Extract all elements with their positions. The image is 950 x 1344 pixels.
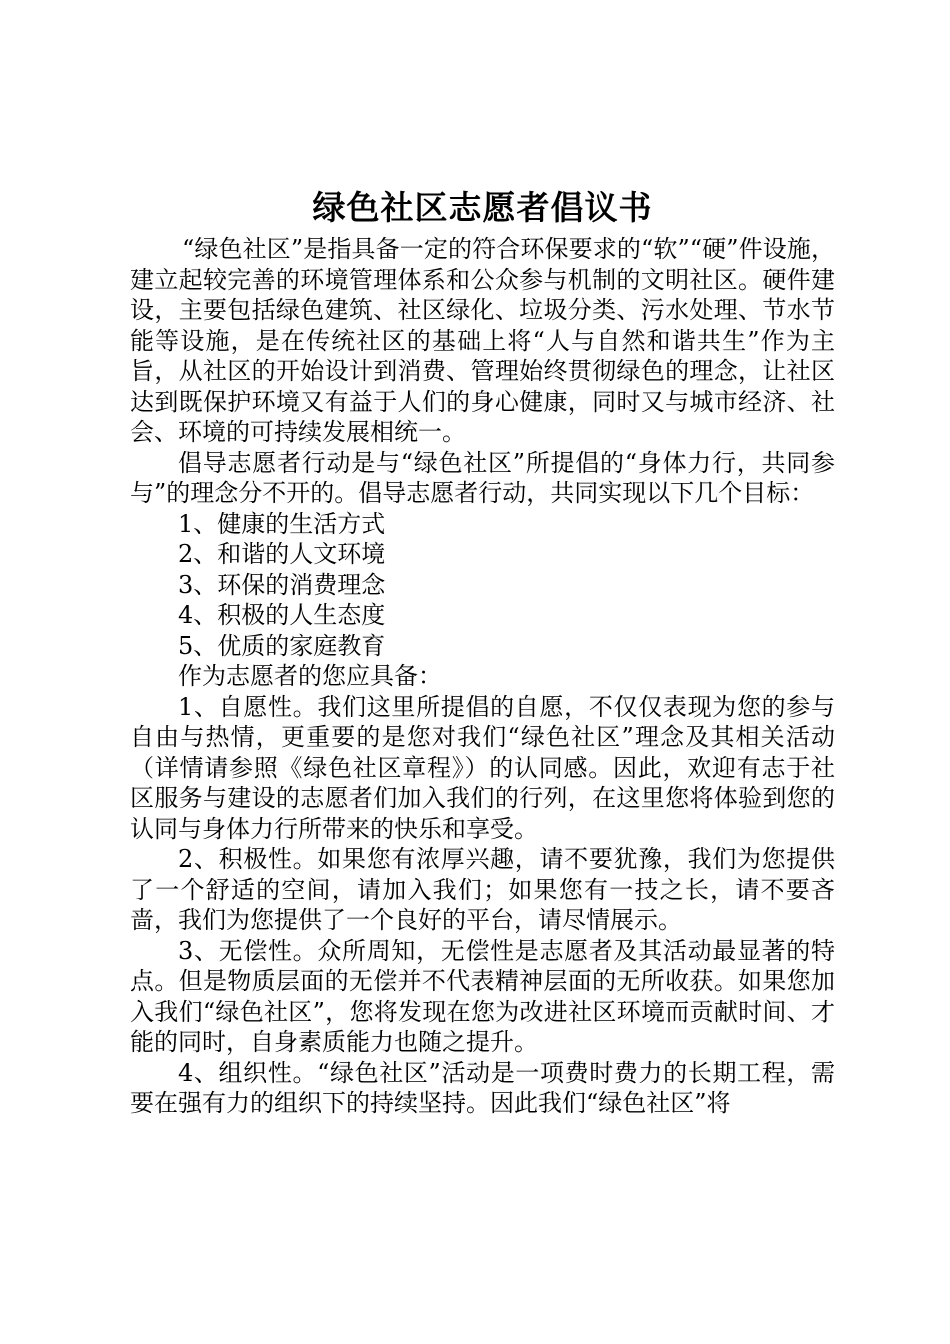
requirements-heading: 作为志愿者的您应具备： <box>178 662 442 690</box>
document-body <box>130 234 835 1119</box>
goal-item: 2、和谐的人文环境 <box>178 540 386 568</box>
requirement-paragraph: 3、无偿性。众所周知，无偿性是志愿者及其活动最显著的特点。但是物质层面的无偿并不代表精神层面的无所收获。如果您加入我们“绿色社区”，您将发现在您为改进社区环境而贡献时间、才能的同时，自身素质能力也随之提升。 <box>130 936 835 1056</box>
goal-item: 3、环保的消费理念 <box>178 570 386 599</box>
document-title: 绿色社区志愿者倡议书 <box>312 188 653 227</box>
goal-item: 1、健康的生活方式 <box>178 509 386 538</box>
goal-item: 4、积极的人生态度 <box>178 601 386 629</box>
goal-item: 5、优质的家庭教育 <box>178 631 386 660</box>
requirement-paragraph: 2、积极性。如果您有浓厚兴趣，请不要犹豫，我们为您提供了一个舒适的空间，请加入我们；如果您有一技之长，请不要吝啬，我们为您提供了一个良好的平台，请尽情展示。 <box>130 845 835 934</box>
intro-paragraph: “绿色社区”是指具备一定的符合环保要求的“软”“硬”件设施，建立起较完善的环境管理体系和公众参与机制的文明社区。硬件建设，主要包括绿色建筑、社区绿化、垃圾分类、污水处理、节水节能等设施，是在传统社区的基础上将“人与自然和谐共生”作为主旨，从社区的开始设计到消费、管理始终贯彻绿色的理念，让社区达到既保护环境又有益于人们的身心健康，同时又与城市经济、社会、环境的可持续发展相统一。 <box>130 235 835 446</box>
requirement-paragraph: 4、组织性。“绿色社区”活动是一项费时费力的长期工程，需要在强有力的组织下的持续坚持。因此我们“绿色社区”将 <box>130 1058 835 1117</box>
requirement-paragraph: 1、自愿性。我们这里所提倡的自愿，不仅仅表现为您的参与自由与热情，更重要的是您对我们“绿色社区”理念及其相关活动（详情请参照《绿色社区章程》）的认同感。因此，欢迎有志于社区服务与建设的志愿者们加入我们的行列，在这里您将体验到您的认同与身体力行所带来的快乐和享受。 <box>130 692 835 843</box>
goals-intro-paragraph: 倡导志愿者行动是与“绿色社区”所提倡的“身体力行，共同参与”的理念分不开的。倡导志愿者行动，共同实现以下几个目标： <box>130 448 835 507</box>
